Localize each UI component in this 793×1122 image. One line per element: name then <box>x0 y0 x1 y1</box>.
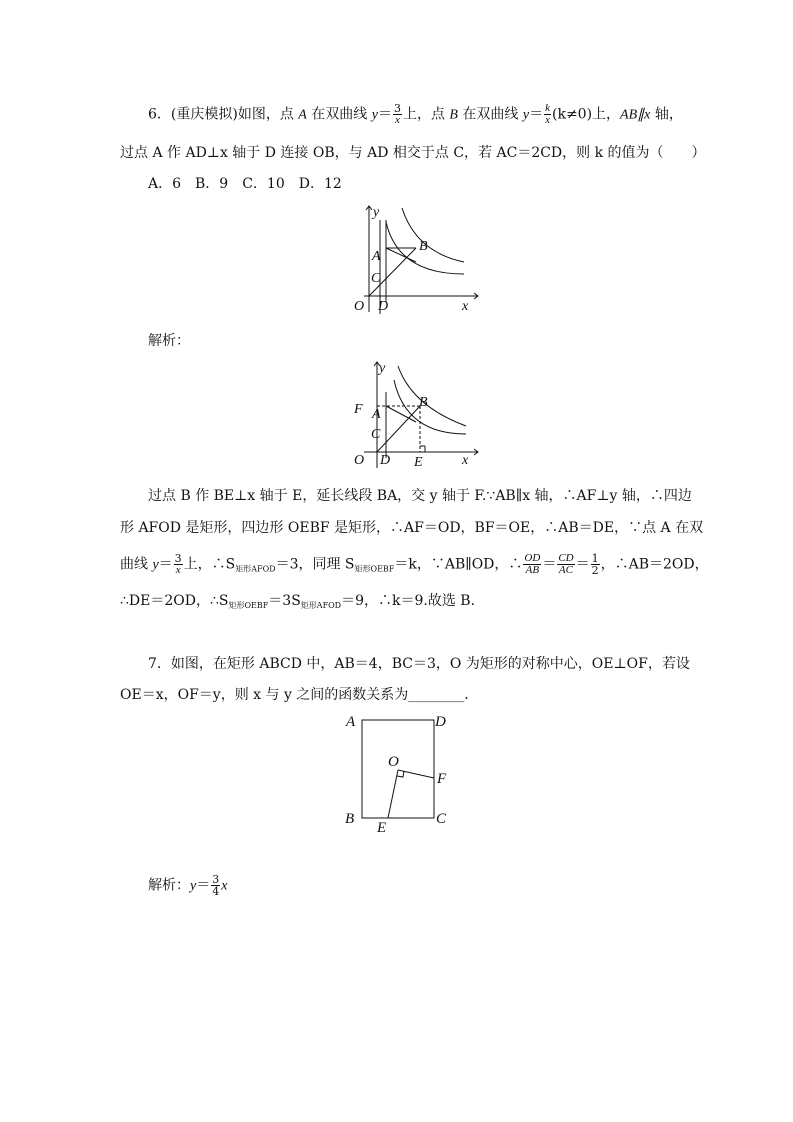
fig2-label-c: C <box>371 427 381 442</box>
frac-den: AB <box>525 564 540 576</box>
frac-den: x <box>395 114 400 126</box>
q6-text: 轴， <box>650 106 683 123</box>
frac-den: 2 <box>591 564 599 577</box>
q7-label-o: O <box>388 754 399 770</box>
fig1-label-a: A <box>372 249 381 264</box>
q6-figure-2 <box>340 358 490 472</box>
fig1-label-b: B <box>419 239 428 254</box>
q7-figure <box>340 708 460 836</box>
s3-eq: ＝ <box>542 556 557 573</box>
frac-num: 3 <box>212 873 220 886</box>
q6-text: 在双曲线 <box>457 106 523 123</box>
q6-solution-line-4 <box>120 591 475 616</box>
s3-text: ＝3，同理 S <box>275 556 355 573</box>
s3-eq: ＝ <box>575 556 590 573</box>
fig2-label-f: F <box>354 402 363 417</box>
q7-label-a: A <box>346 714 356 730</box>
frac-num: CD <box>558 552 574 564</box>
s4-subscript: 矩形AFOD <box>300 601 342 610</box>
s3-frac-3-over-x <box>174 553 183 576</box>
q6-text: 在双曲线 <box>306 106 372 123</box>
s3-eq: ＝ <box>158 556 173 573</box>
q7-ans-eq: ＝ <box>196 877 211 894</box>
q7-ans-y: y <box>190 878 197 894</box>
q6-eq: ＝ <box>529 106 544 123</box>
q6-text: (k≠0)上， <box>552 106 621 123</box>
q7-label-d: D <box>435 714 446 730</box>
q6-solution-line-2: 形 AFOD 是矩形，四边形 OEBF 是矩形，∴AF＝OD，BF＝OE，∴AB＝DE，∵点 A 在双 <box>120 520 704 536</box>
q6-line-2: 过点 A 作 AD⊥x 轴于 D 连接 OB，与 AD 相交于点 C，若 AC＝2CD，则 k 的值为（ ） <box>120 145 706 161</box>
frac-den: x <box>175 564 181 576</box>
q7-label-b: B <box>345 811 355 827</box>
s3-frac-od-ab <box>523 553 541 576</box>
s3-text: 曲线 <box>120 556 153 573</box>
fig1-label-x: x <box>462 299 469 314</box>
frac-num: k <box>545 102 550 114</box>
frac-num: OD <box>524 552 541 564</box>
fig2-label-x: x <box>462 453 469 468</box>
q7-line-1: 7．如图，在矩形 ABCD 中，AB＝4，BC＝3，O 为矩形的对称中心，OE⊥OF，若设 <box>148 656 690 672</box>
s3-var-y: y <box>152 557 159 573</box>
q7-ans-x: x <box>221 878 228 894</box>
fig2-label-o: O <box>354 453 365 468</box>
q7-answer <box>148 874 227 897</box>
fig1-label-o: O <box>354 299 365 314</box>
s4-text: ＝9，∴k＝9.故选 B. <box>341 593 476 609</box>
q6-line-1 <box>148 103 683 126</box>
q7-line-2: OE＝x，OF＝y，则 x 与 y 之间的函数关系为________． <box>120 687 479 703</box>
fig2-label-b: B <box>419 395 428 410</box>
frac-den: AC <box>558 564 573 576</box>
fig2-label-e: E <box>414 455 423 470</box>
q6-eq: ＝ <box>377 106 392 123</box>
q7-answer-label: 解析： <box>148 877 190 894</box>
s3-text: ，∴AB＝2OD， <box>600 556 709 573</box>
s4-text: ＝3S <box>268 593 301 609</box>
fig2-label-y: y <box>379 361 386 376</box>
q6-text: 上，点 <box>402 106 450 123</box>
s3-subscript: 矩形AFOD <box>235 564 276 574</box>
s3-text: ＝k，∵AB∥OD，∴ <box>394 556 523 573</box>
fig2-label-a: A <box>372 407 381 422</box>
fig1-label-c: C <box>371 271 381 286</box>
s3-frac-cd-ac <box>557 553 574 576</box>
q6-solution-label: 解析： <box>148 333 190 349</box>
q7-label-e: E <box>377 820 387 836</box>
q6-options: A．6 B．9 C．10 D．12 <box>148 176 342 192</box>
q6-figure-1 <box>340 202 490 318</box>
fig2-label-d: D <box>380 453 391 468</box>
q6-point-a: A <box>298 107 307 123</box>
q6-var-y: y <box>522 107 530 123</box>
q7-ans-frac <box>211 874 220 897</box>
s3-subscript: 矩形OEBF <box>354 564 395 574</box>
q6-frac-k-over-x <box>544 103 551 126</box>
frac-den: x <box>545 114 550 126</box>
frac-den: 4 <box>212 885 220 898</box>
q6-text: AB∥x <box>620 107 651 123</box>
s3-text: 上，∴S <box>183 556 236 573</box>
frac-num: 1 <box>591 552 599 565</box>
s4-subscript: 矩形OEBF <box>228 601 269 610</box>
fig1-label-d: D <box>378 299 389 314</box>
s4-text: ∴DE＝2OD，∴S <box>120 593 229 609</box>
q7-label-f: F <box>437 771 447 787</box>
q6-text: 6．(重庆模拟)如图，点 <box>148 106 299 123</box>
s3-frac-1-2 <box>591 553 600 576</box>
q7-label-c: C <box>436 811 447 827</box>
frac-num: 3 <box>174 552 182 565</box>
fig1-label-y: y <box>373 205 380 220</box>
q6-var-y: y <box>371 107 378 123</box>
frac-num: 3 <box>393 102 401 115</box>
q6-solution-line-3 <box>120 553 709 580</box>
q6-solution-line-1: 过点 B 作 BE⊥x 轴于 E，延长线段 BA，交 y 轴于 F.∵AB∥x 轴，∴AF⊥y 轴，∴四边 <box>148 488 692 504</box>
q6-point-b: B <box>449 107 458 123</box>
q6-frac-3-over-x <box>393 103 402 126</box>
